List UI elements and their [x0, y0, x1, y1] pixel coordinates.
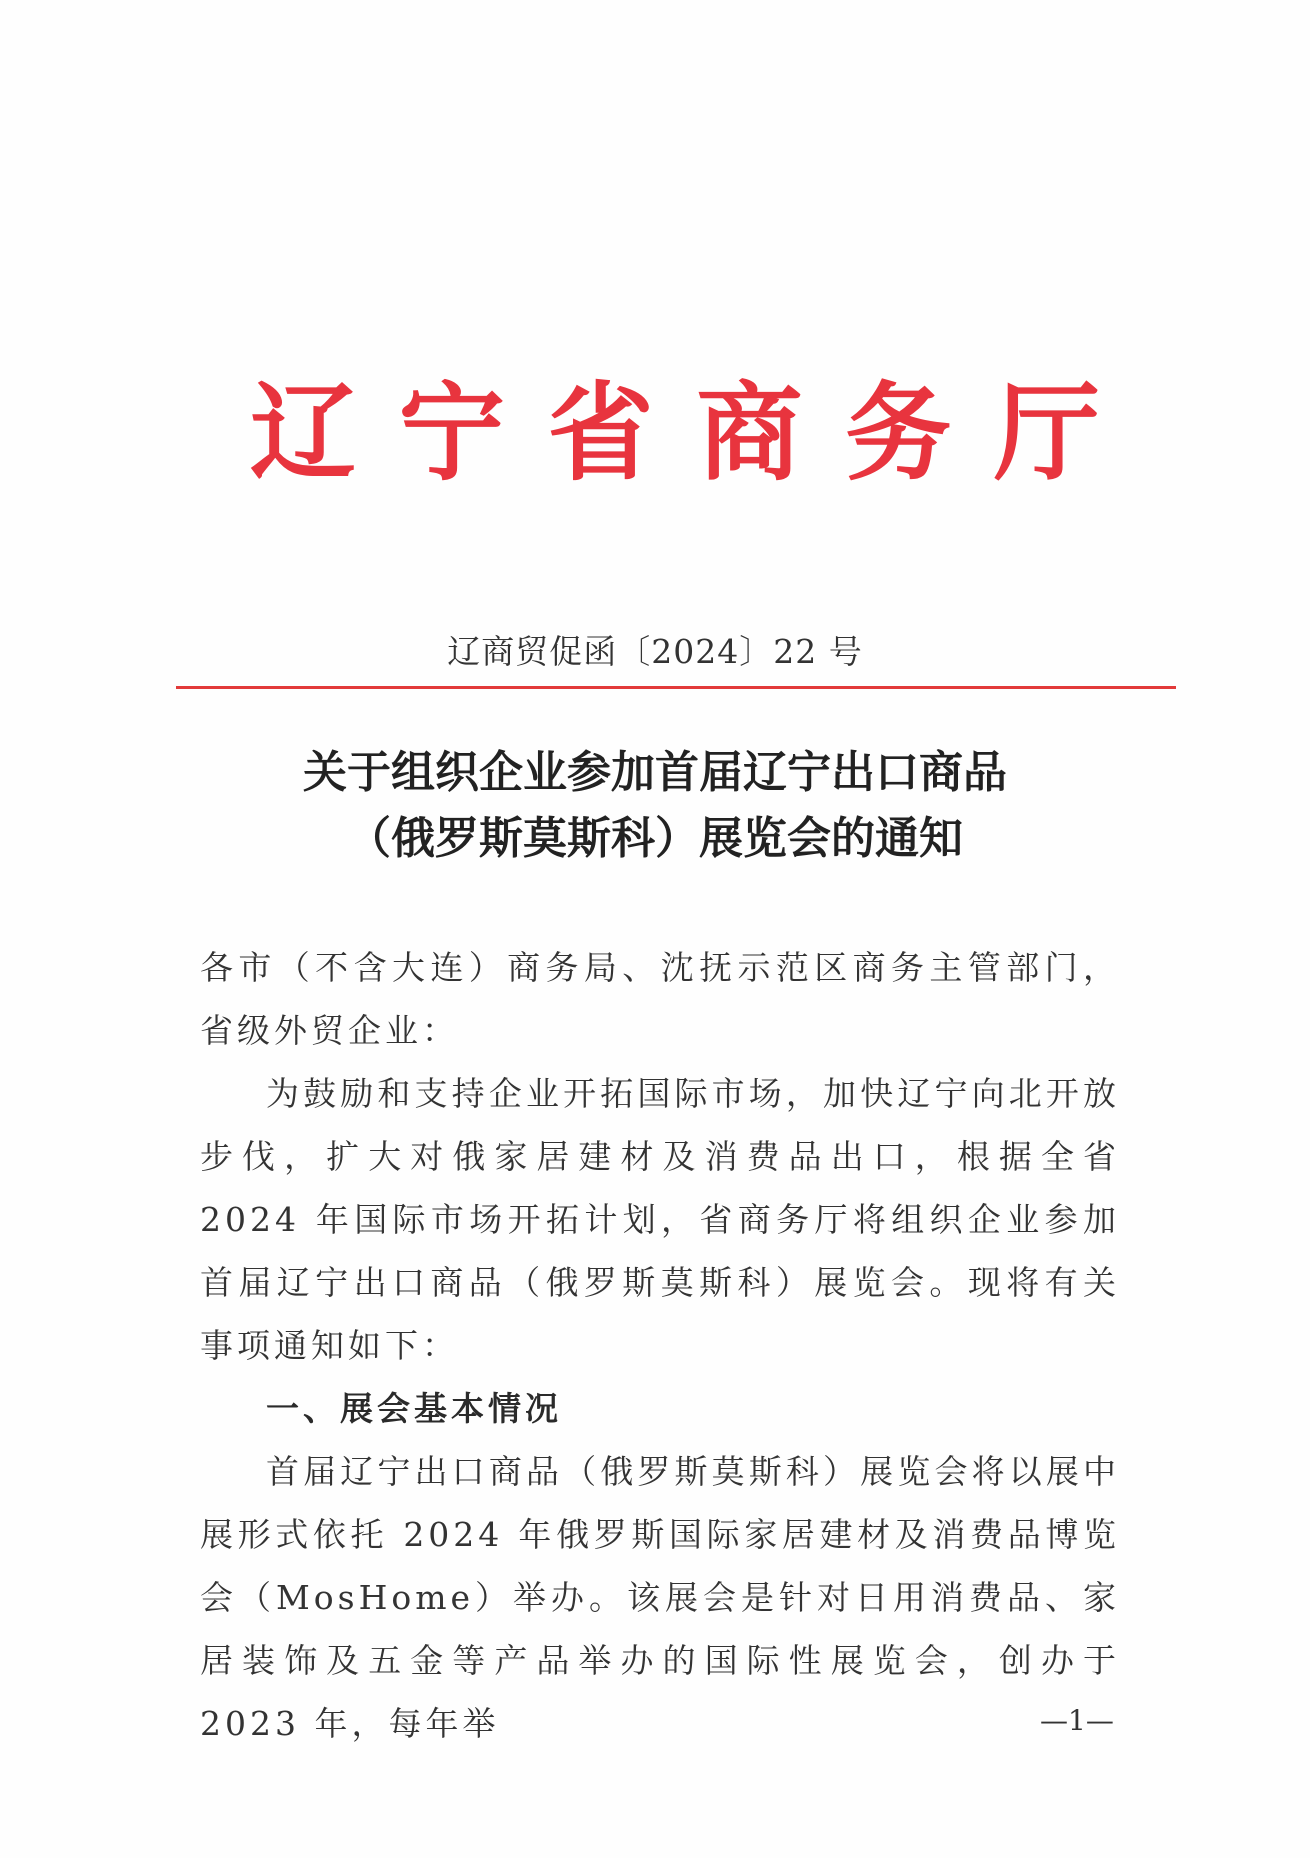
paragraph: 为鼓励和支持企业开拓国际市场，加快辽宁向北开放步伐，扩大对俄家居建材及消费品出口，根据全省 2024 年国际市场开拓计划，省商务厅将组织企业参加首届辽宁出口商品（俄罗斯莫斯科）展览会。现将有关事项通知如下： [200, 1074, 1120, 1365]
red-divider [176, 686, 1176, 689]
letterhead-char: 辽 [250, 370, 356, 495]
section-heading: 一、展会基本情况 [266, 1389, 562, 1428]
title-line-2: （俄罗斯莫斯科）展览会的通知 [347, 813, 963, 864]
addressee: 各市（不含大连）商务局、沈抚示范区商务主管部门，省级外贸企业： [200, 948, 1120, 1050]
letterhead-char: 商 [696, 370, 803, 495]
letterhead-char: 省 [547, 370, 654, 495]
document-body [200, 936, 1120, 1755]
letterhead-char: 务 [845, 370, 952, 495]
title-line-1: 关于组织企业参加首届辽宁出口商品 [303, 747, 1007, 798]
document-number: 辽商贸促函〔2024〕22 号 [447, 632, 863, 671]
letterhead [250, 370, 1100, 495]
letterhead-char: 宁 [398, 370, 505, 495]
letterhead-char: 厅 [993, 370, 1100, 495]
page-number: —1— [1040, 1704, 1114, 1737]
paragraph: 首届辽宁出口商品（俄罗斯莫斯科）展览会将以展中展形式依托 2024 年俄罗斯国际家居建材及消费品博览会（MosHome）举办。该展会是针对日用消费品、家居装饰及五金等产品举办的国际性展览会，创办于 2023 年，每年举 [200, 1452, 1120, 1743]
document-title [0, 740, 1310, 872]
